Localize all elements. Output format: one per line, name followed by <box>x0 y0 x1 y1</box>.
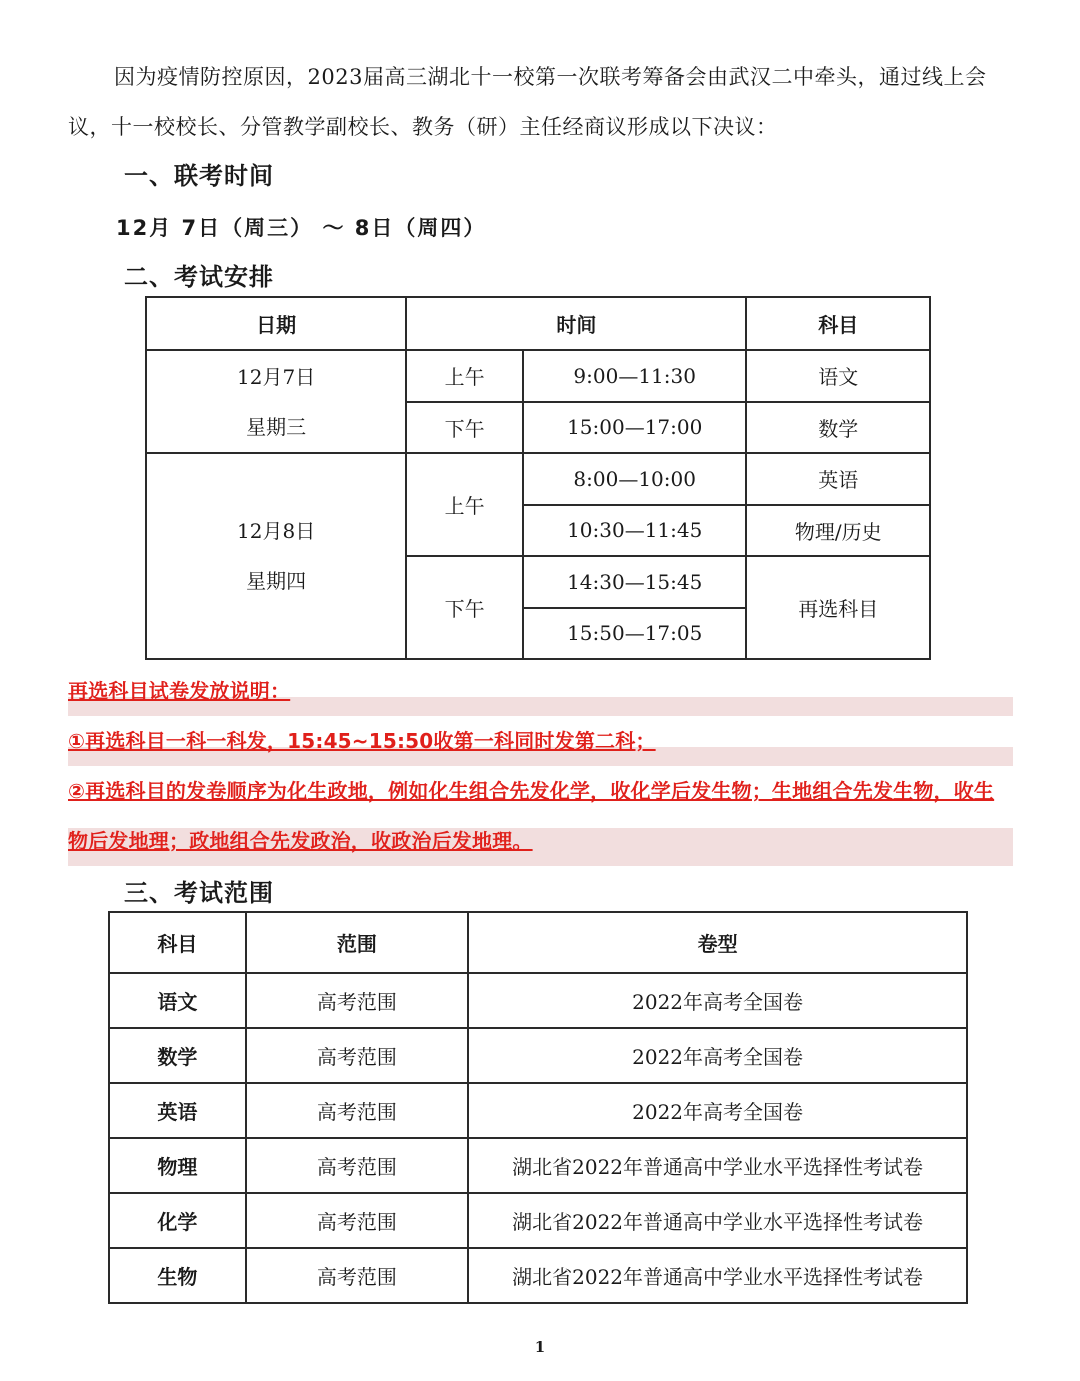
exam-date-range: 12月 7日（周三） ～ 8日（周四） <box>116 216 487 240</box>
scope-paper: 湖北省2022年普通高中学业水平选择性考试卷 <box>468 1193 967 1248</box>
day1-date-cell <box>146 350 406 453</box>
notes-item-2: ②再选科目的发卷顺序为化生政地，例如化生组合先发化学，收化学后发生物；生地组合先发生物，收生物后发地理；政地组合先发政治，收政治后发地理。 <box>68 766 1013 866</box>
header-scope: 范围 <box>246 912 468 973</box>
subject-cell: 物理/历史 <box>746 505 930 557</box>
day1-weekday: 星期三 <box>246 414 307 439</box>
day1-date: 12月7日 <box>237 364 316 389</box>
time-slot: 15:50—17:05 <box>523 608 746 660</box>
scope-subject: 化学 <box>109 1193 246 1248</box>
section-schedule-heading: 二、考试安排 <box>124 263 274 291</box>
header-date: 日期 <box>146 297 406 350</box>
scope-paper: 2022年高考全国卷 <box>468 1083 967 1138</box>
day2-am-label: 上午 <box>406 453 523 556</box>
scope-range: 高考范围 <box>246 1193 468 1248</box>
subject-cell: 再选科目 <box>746 556 930 659</box>
day1-am-label: 上午 <box>406 350 523 402</box>
scope-subject: 物理 <box>109 1138 246 1193</box>
distribution-notes <box>68 666 1013 866</box>
day2-pm-label: 下午 <box>406 556 523 659</box>
subject-cell: 语文 <box>746 350 930 402</box>
day1-pm-label: 下午 <box>406 402 523 454</box>
header-subject: 科目 <box>109 912 246 973</box>
subject-cell: 数学 <box>746 402 930 454</box>
scope-range: 高考范围 <box>246 1138 468 1193</box>
scope-range: 高考范围 <box>246 973 468 1028</box>
page-number: 1 <box>534 1338 546 1356</box>
table-row <box>109 1028 967 1083</box>
time-slot: 10:30—11:45 <box>523 505 746 557</box>
time-slot: 9:00—11:30 <box>523 350 746 402</box>
table-row <box>146 453 930 505</box>
scope-subject: 生物 <box>109 1248 246 1303</box>
scope-range: 高考范围 <box>246 1028 468 1083</box>
header-time: 时间 <box>406 297 746 350</box>
scope-header-row <box>109 912 967 973</box>
section-scope-heading: 三、考试范围 <box>124 879 274 907</box>
time-slot: 15:00—17:00 <box>523 402 746 454</box>
scope-range: 高考范围 <box>246 1248 468 1303</box>
table-row <box>109 1193 967 1248</box>
table-row <box>109 973 967 1028</box>
scope-subject: 英语 <box>109 1083 246 1138</box>
notes-title: 再选科目试卷发放说明： <box>68 666 1013 716</box>
scope-paper: 2022年高考全国卷 <box>468 973 967 1028</box>
table-row <box>109 1083 967 1138</box>
scope-table <box>108 911 968 1304</box>
scope-paper: 2022年高考全国卷 <box>468 1028 967 1083</box>
time-slot: 8:00—10:00 <box>523 453 746 505</box>
intro-paragraph: 因为疫情防控原因，2023届高三湖北十一校第一次联考筹备会由武汉二中牵头，通过线上会议，十一校校长、分管教学副校长、教务（研）主任经商议形成以下决议： <box>68 65 987 139</box>
table-row <box>109 1138 967 1193</box>
header-paper: 卷型 <box>468 912 967 973</box>
day2-date: 12月8日 <box>237 519 316 543</box>
scope-range: 高考范围 <box>246 1083 468 1138</box>
table-row <box>146 350 930 402</box>
notes-item-1: ①再选科目一科一科发，15:45~15:50收第一科同时发第二科； <box>68 716 1013 766</box>
schedule-table <box>145 296 931 660</box>
day2-weekday: 星期四 <box>246 569 307 593</box>
table-row <box>109 1248 967 1303</box>
scope-paper: 湖北省2022年普通高中学业水平选择性考试卷 <box>468 1138 967 1193</box>
scope-subject: 数学 <box>109 1028 246 1083</box>
time-slot: 14:30—15:45 <box>523 556 746 608</box>
scope-paper: 湖北省2022年普通高中学业水平选择性考试卷 <box>468 1248 967 1303</box>
scope-subject: 语文 <box>109 973 246 1028</box>
section-exam-time-heading: 一、联考时间 <box>124 162 274 190</box>
subject-cell: 英语 <box>746 453 930 505</box>
schedule-header-row <box>146 297 930 350</box>
header-subject: 科目 <box>746 297 930 350</box>
day2-date-cell <box>146 453 406 659</box>
